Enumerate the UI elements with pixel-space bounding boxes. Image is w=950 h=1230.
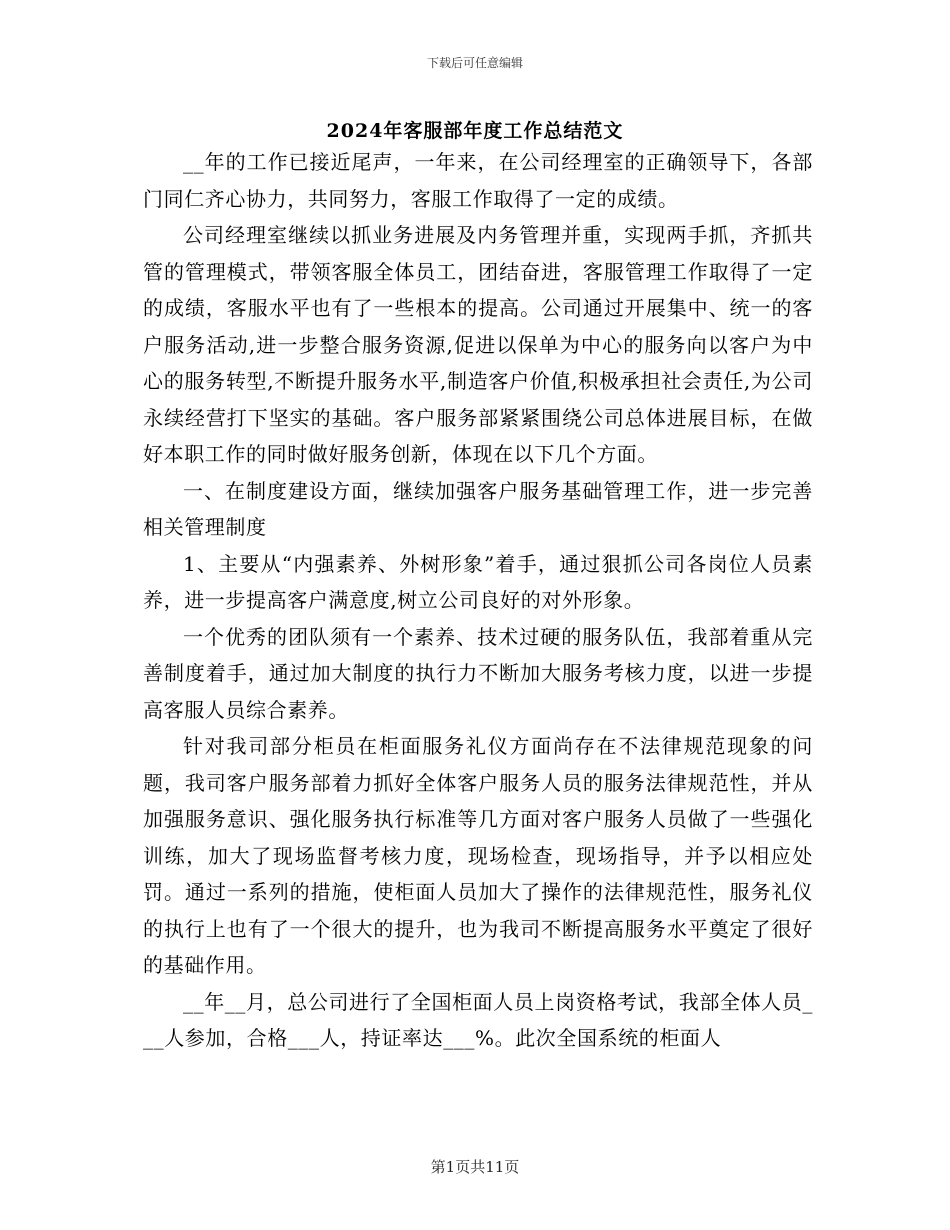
paragraph: __年的工作已接近尾声，一年来，在公司经理室的正确领导下，各部门同仁齐心协力，共同努力，客服工作取得了一定的成绩。 <box>143 150 813 211</box>
document-body <box>143 144 813 1057</box>
header-note: 下载后可任意编辑 <box>426 56 523 70</box>
section-heading: 一、在制度建设方面，继续加强客户服务基础管理工作，进一步完善相关管理制度 <box>143 478 813 539</box>
document-title: 2024年客服部年度工作总结范文 <box>326 120 624 142</box>
page-indicator: 第1页共11页 <box>430 1158 520 1176</box>
paragraph: 一个优秀的团队须有一个素养、技术过硬的服务队伍，我部着重从完善制度着手，通过加大制度的执行力不断加大服务考核力度，以进一步提高客服人员综合素养。 <box>143 624 813 722</box>
paragraph: __年__月，总公司进行了全国柜面人员上岗资格考试，我部全体人员___人参加，合格___人，持证率达___%。此次全国系统的柜面人 <box>143 989 813 1050</box>
paragraph: 针对我司部分柜员在柜面服务礼仪方面尚存在不法律规范现象的问题，我司客户服务部着力抓好全体客户服务人员的服务法律规范性，并从加强服务意识、强化服务执行标准等几方面对客户服务人员做了一些强化训练，加大了现场监督考核力度，现场检查，现场指导，并予以相应处罚。通过一系列的措施，使柜面人员加大了操作的法律规范性，服务礼仪的执行上也有了一个很大的提升，也为我司不断提高服务水平奠定了很好的基础作用。 <box>143 734 813 977</box>
paragraph: 公司经理室继续以抓业务进展及内务管理并重，实现两手抓，齐抓共管的管理模式，带领客服全体员工，团结奋进，客服管理工作取得了一定的成绩，客服水平也有了一些根本的提高。公司通过开展集中、统一的客户服务活动,进一步整合服务资源,促进以保单为中心的服务向以客户为中心的服务转型,不断提升服务水平,制造客户价值,积极承担社会责任,为公司永续经营打下坚实的基础。客户服务部紧紧围绕公司总体进展目标，在做好本职工作的同时做好服务创新，体现在以下几个方面。 <box>143 223 813 466</box>
paragraph: 1、主要从“内强素养、外树形象”着手，通过狠抓公司各岗位人员素养，进一步提高客户满意度,树立公司良好的对外形象。 <box>143 551 813 612</box>
